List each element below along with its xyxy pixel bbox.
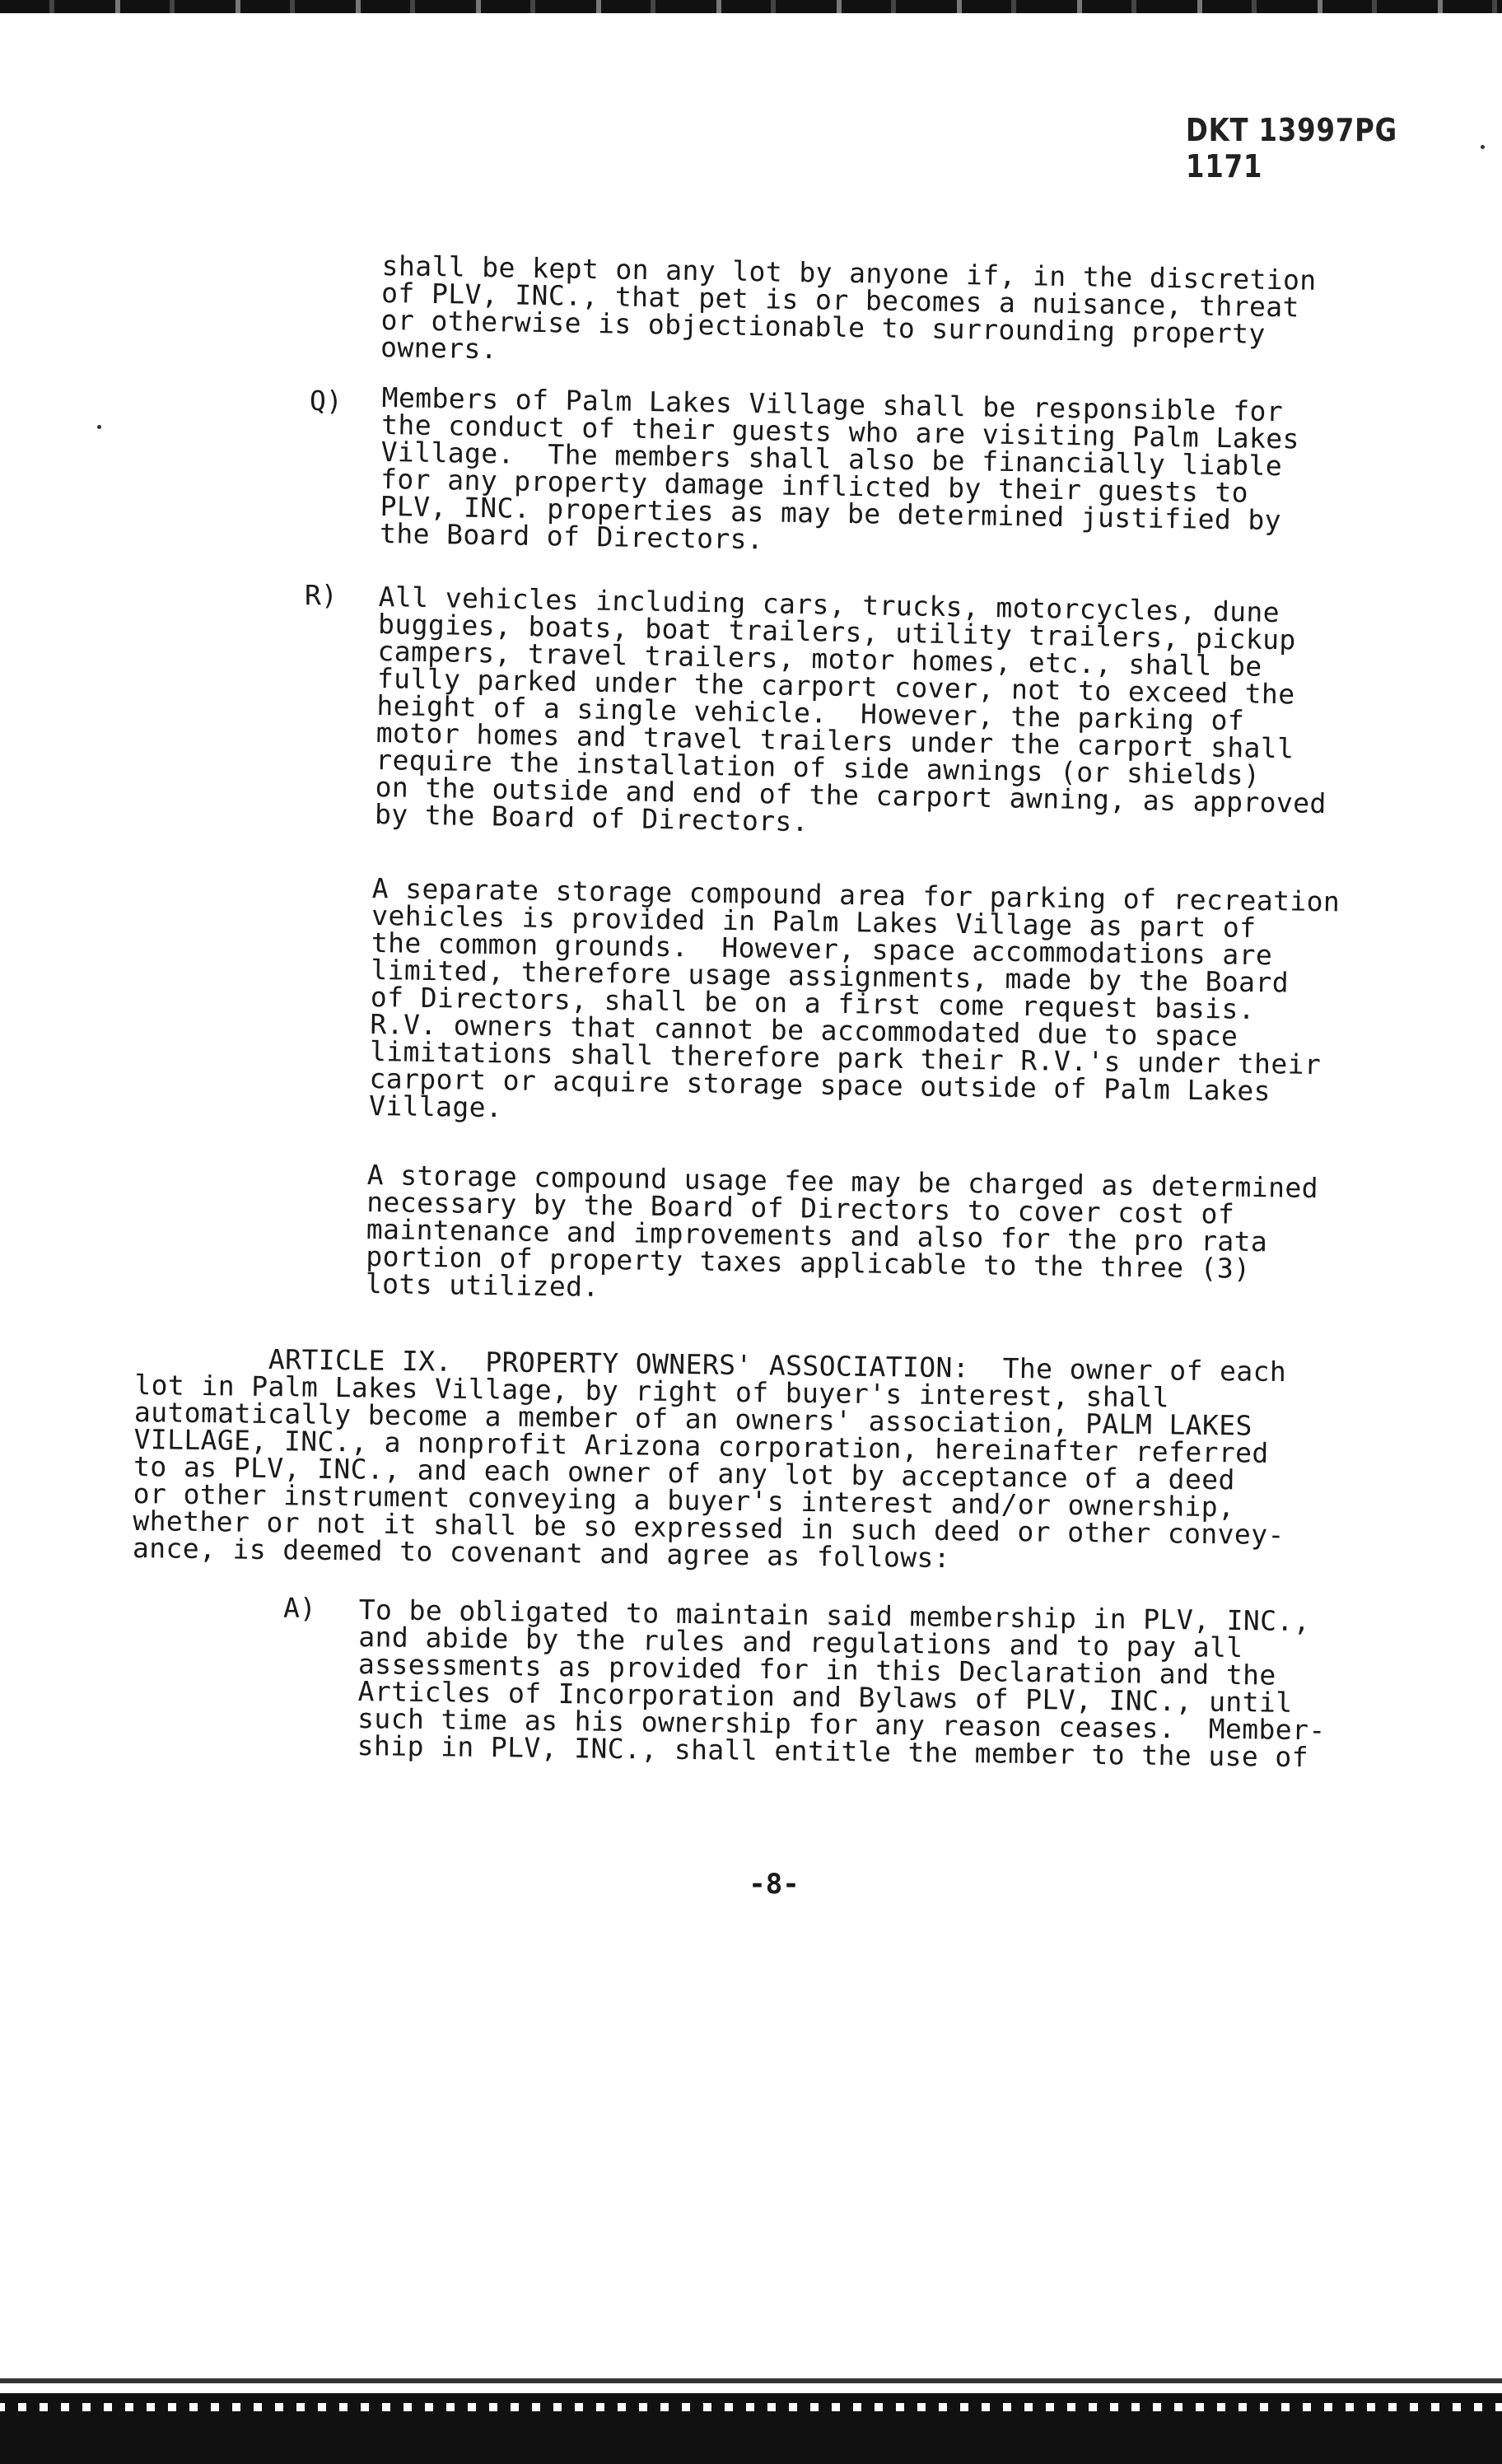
page-number: -8-	[749, 1868, 800, 1901]
scan-speck	[1481, 145, 1485, 149]
scan-speck	[97, 425, 101, 429]
item-label-a: A)	[283, 1592, 316, 1624]
item-q-paragraph: Members of Palm Lakes Village shall be responsible for the conduct of their guests who are visiting Palm Lakes Village. The members shall also be financially liable for any property damage inflicted by their guests to PLV, INC. properties as may be determined justified by the Board of Directors.	[379, 381, 1300, 556]
item-a-paragraph: To be obligated to maintain said membership in PLV, INC., and abide by the rules and regulations and to pay all assessments as provided for in this Declaration and the Articles of Incorporation and Bylaws of PLV, INC., until such time as his ownership for any reason ceases. Member- ship in PLV, INC., shall entitle the member to the use of	[357, 1594, 1326, 1774]
article-ix-paragraph: ARTICLE IX. PROPERTY OWNERS' ASSOCIATION: The owner of each lot in Palm Lakes Village, by right of buyer's interest, shall automatically become a member of an owners' association, PALM LAKES VILLAGE, INC., a nonprofit Arizona corporation, hereinafter referred to as PLV, INC., and each owner of any lot by acceptance of a deed or other instrument conveying a buyer's interest and/or ownership, whether or not it shall be so expressed in such deed or other convey- ance, is deemed to covenant and agree as follows:	[132, 1342, 1287, 1575]
docket-page-stamp: DKT 13997PG 1171	[1186, 112, 1398, 184]
item-r-paragraph: All vehicles including cars, trucks, motorcycles, dune buggies, boats, boat trailers, utility trailers, pickup campers, travel trailers, motor homes, etc., shall be fully parked under the carport cover, not to exceed the height of a single vehicle. However, the parking of motor homes and travel trailers under the carport shall require the installation of side awnings (or shields) on the outside and end of the carport awning, as approved by the Board of Directors.	[374, 581, 1327, 838]
scan-border-bottom	[0, 2372, 1502, 2464]
storage-fee-paragraph: A storage compound usage fee may be charged as determined necessary by the Board of Directors to cover cost of maintenance and improvements and also for the pro rata portion of property taxes applicable to the three (3) lots utilized.	[365, 1159, 1319, 1303]
item-label-r: R)	[305, 579, 338, 611]
scan-border-top	[0, 0, 1502, 13]
storage-compound-paragraph: A separate storage compound area for parking of recreation vehicles is provided in Palm Lakes Village as part of the common grounds. However, space accommodations are limited, therefore usage assignments, made by the Board of Directors, shall be on a first come request basis. R.V. owners that cannot be accommodated due to space limitations shall therefore park their R.V.'s under their carport or acquire storage space outside of Palm Lakes Village.	[368, 872, 1341, 1124]
item-label-q: Q)	[310, 385, 343, 417]
continuation-paragraph: shall be kept on any lot by anyone if, in the discretion of PLV, INC., that pet is or becomes a nuisance, threat or otherwise is objectionable to surrounding property owners.	[380, 250, 1317, 366]
